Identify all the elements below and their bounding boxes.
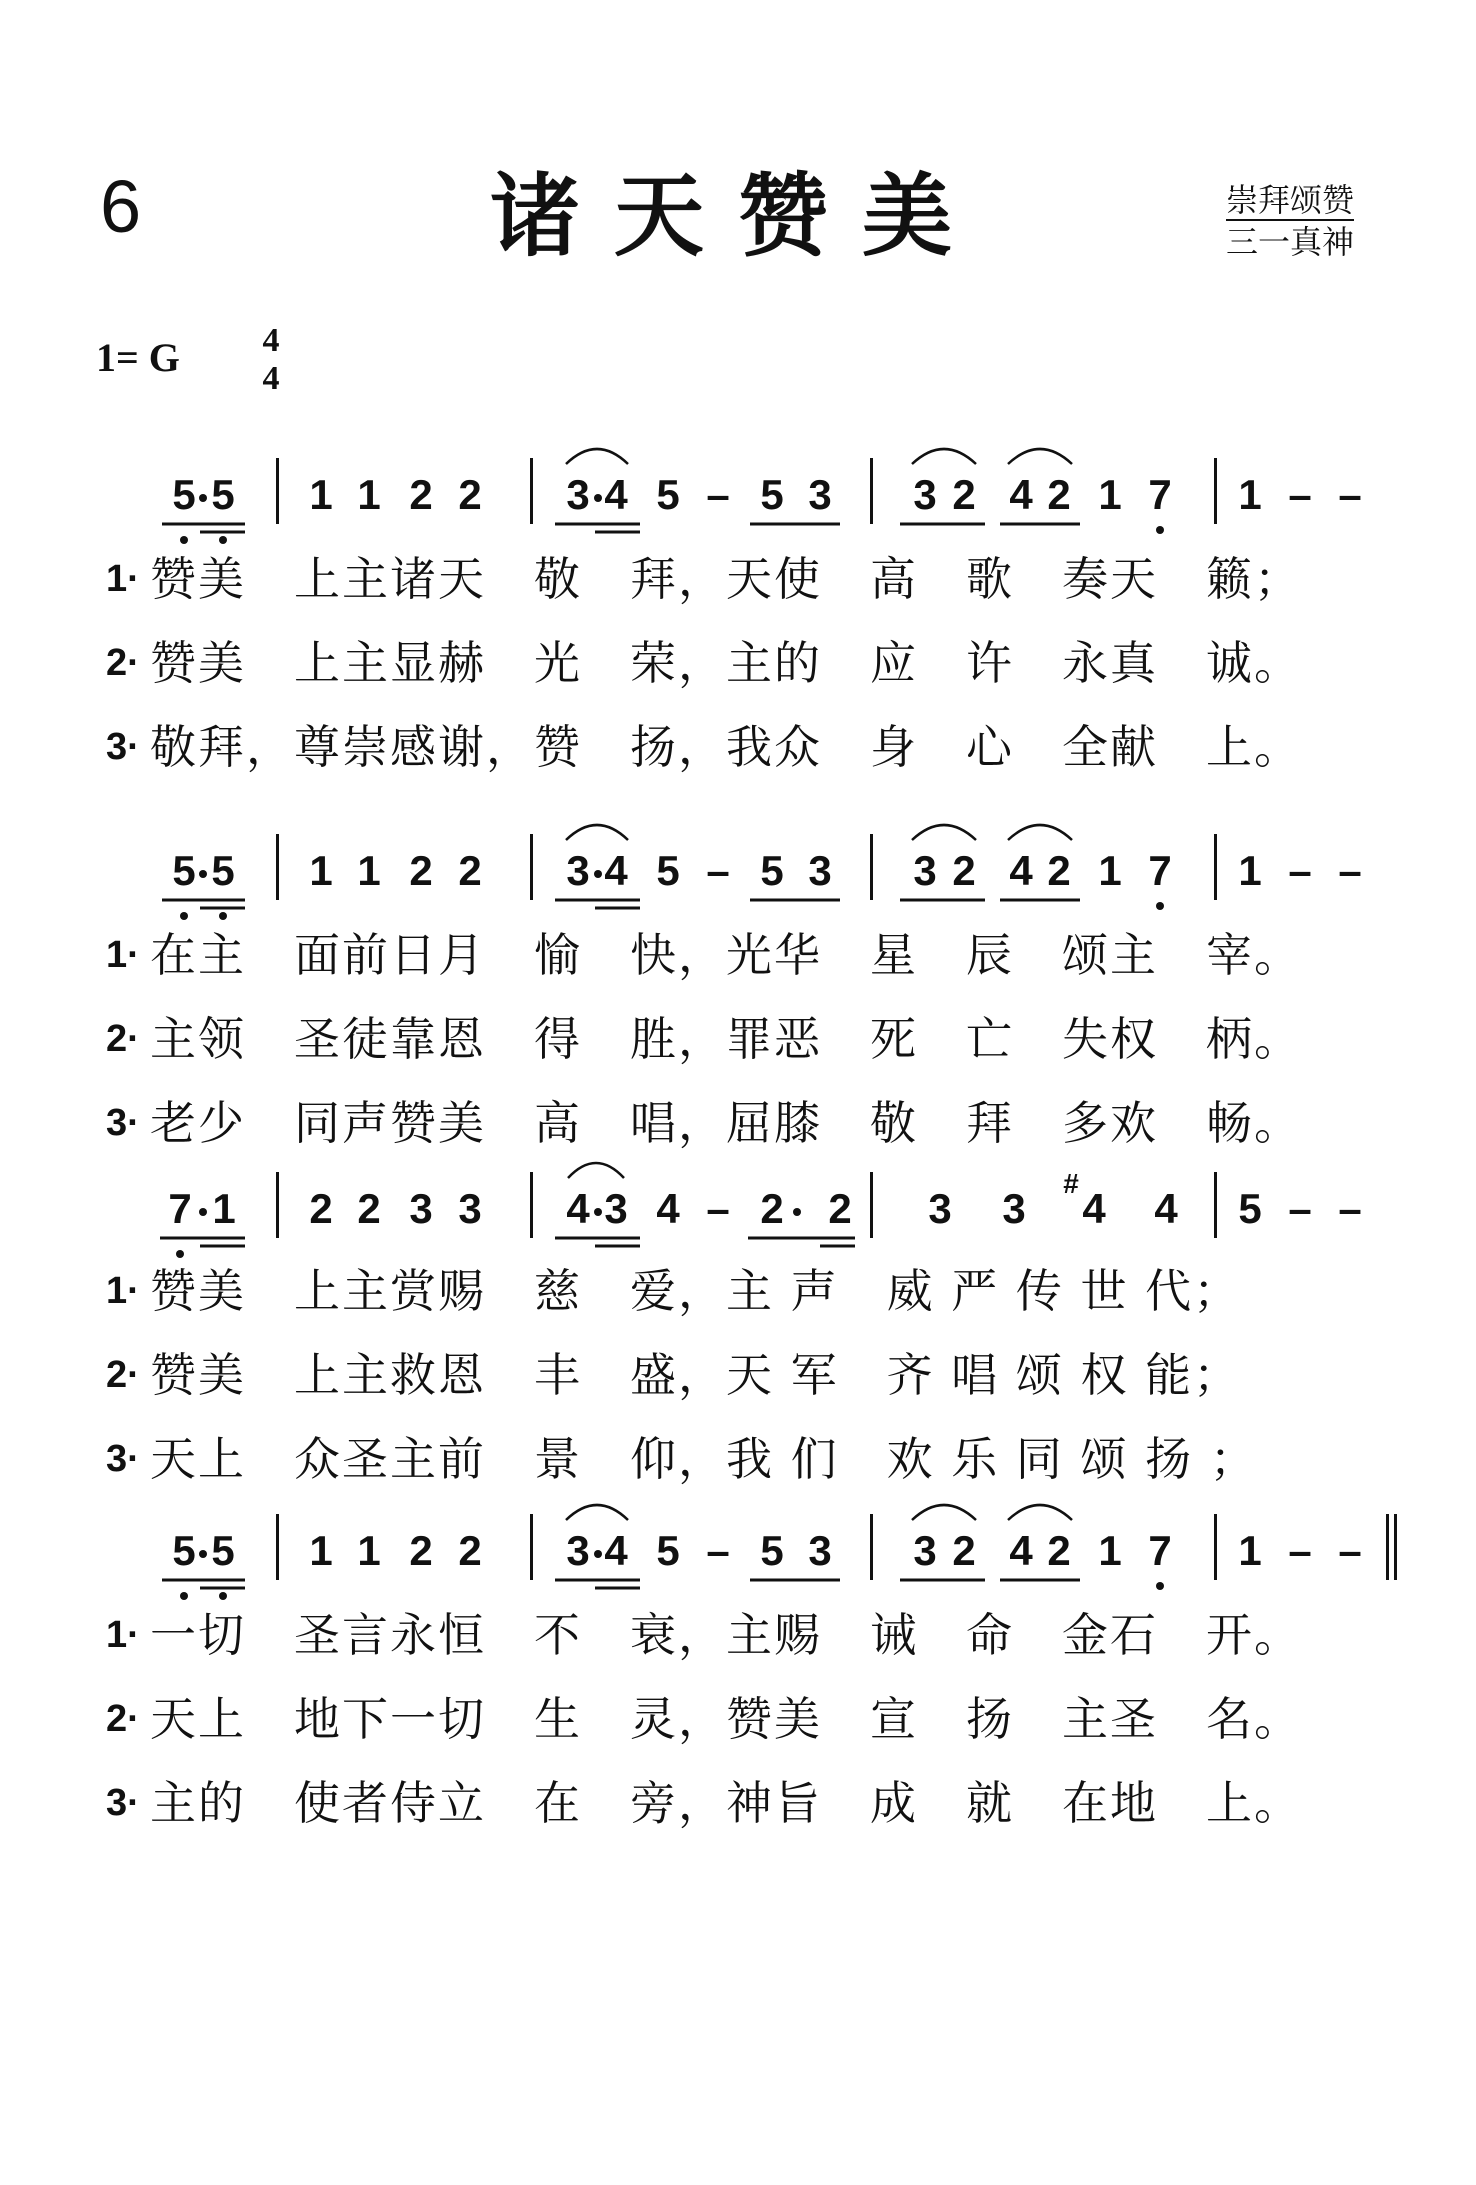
note: 2 bbox=[458, 471, 482, 518]
note: 5 bbox=[172, 1527, 196, 1574]
note: 5 bbox=[760, 1527, 784, 1574]
note: – bbox=[706, 1527, 730, 1574]
note: 5 bbox=[760, 471, 784, 518]
note: 2 bbox=[409, 471, 433, 518]
note: – bbox=[1288, 471, 1312, 518]
low-octave-dot bbox=[219, 1592, 227, 1600]
lyric-line: 赞美 上主赏赐 慈 爱，主 声 威 严 传 世 代； bbox=[150, 1264, 1242, 1318]
lyric-line: 老少 同声赞美 高 唱，屈膝 敬 拜 多欢 畅。 bbox=[150, 1096, 1302, 1150]
note: 2 bbox=[1047, 847, 1071, 894]
note: 5 bbox=[760, 847, 784, 894]
category-primary: 崇拜颂赞 bbox=[1226, 181, 1355, 219]
dot-duration bbox=[594, 494, 602, 502]
note: 1 bbox=[309, 847, 333, 894]
note: 3 bbox=[458, 1185, 482, 1232]
note: 4 bbox=[1009, 471, 1033, 518]
note: 4 bbox=[566, 1185, 590, 1232]
note: 5 bbox=[172, 847, 196, 894]
note: 3 bbox=[566, 847, 590, 894]
category-secondary: 三一真神 bbox=[1226, 223, 1355, 261]
time-signature-bottom: 4 bbox=[262, 360, 280, 397]
lyric-line: 赞美 上主诸天 敬 拜，天使 高 歌 奏天 籁； bbox=[150, 552, 1302, 606]
note: 1 bbox=[1098, 1527, 1122, 1574]
verse-number: 1· bbox=[106, 1614, 140, 1656]
note: 1 bbox=[1238, 847, 1262, 894]
note: 2 bbox=[952, 471, 976, 518]
time-signature-top: 4 bbox=[262, 322, 280, 359]
hymn-number: 6 bbox=[100, 165, 142, 248]
verse-number: 3· bbox=[106, 1102, 140, 1144]
sharp-sign: # bbox=[1063, 1168, 1079, 1199]
note: 2 bbox=[357, 1185, 381, 1232]
note: 3 bbox=[566, 1527, 590, 1574]
note: 3 bbox=[913, 471, 937, 518]
note: 7 bbox=[168, 1185, 192, 1232]
note: – bbox=[706, 1185, 730, 1232]
note: 5 bbox=[211, 471, 235, 518]
dot-duration bbox=[594, 1208, 602, 1216]
lyric-line: 在主 面前日月 愉 快，光华 星 辰 颂主 宰。 bbox=[150, 928, 1302, 982]
note: 4 bbox=[1009, 847, 1033, 894]
lyric-line: 赞美 上主显赫 光 荣，主的 应 许 永真 诚。 bbox=[150, 636, 1302, 690]
low-octave-dot bbox=[219, 536, 227, 544]
dot-duration bbox=[793, 1208, 801, 1216]
note: 5 bbox=[656, 471, 680, 518]
note: 1 bbox=[1238, 471, 1262, 518]
dot-duration bbox=[594, 870, 602, 878]
note: 2 bbox=[409, 1527, 433, 1574]
key-signature: 1= G bbox=[96, 335, 180, 380]
note: 1 bbox=[1098, 471, 1122, 518]
note: 1 bbox=[357, 1527, 381, 1574]
dot-duration bbox=[199, 870, 207, 878]
slur bbox=[1008, 449, 1072, 464]
note: – bbox=[1288, 1185, 1312, 1232]
note: 2 bbox=[828, 1185, 852, 1232]
verse-number: 1· bbox=[106, 1270, 140, 1312]
hymn-title: 诸天赞美 bbox=[490, 164, 986, 269]
note: 3 bbox=[808, 1527, 832, 1574]
note: – bbox=[1338, 1527, 1362, 1574]
note: 2 bbox=[1047, 1527, 1071, 1574]
note: 2 bbox=[952, 1527, 976, 1574]
low-octave-dot bbox=[180, 536, 188, 544]
note: 3 bbox=[913, 1527, 937, 1574]
note: – bbox=[706, 847, 730, 894]
note: 1 bbox=[357, 471, 381, 518]
note: 2 bbox=[760, 1185, 784, 1232]
note: – bbox=[1288, 847, 1312, 894]
low-octave-dot bbox=[1156, 1582, 1164, 1590]
slur bbox=[566, 1505, 628, 1520]
dot-duration bbox=[199, 1208, 207, 1216]
note: – bbox=[1338, 1185, 1362, 1232]
dot-duration bbox=[594, 1550, 602, 1558]
slur bbox=[568, 1163, 624, 1178]
note: 4 bbox=[1009, 1527, 1033, 1574]
note: 1 bbox=[309, 471, 333, 518]
note: 2 bbox=[1047, 471, 1071, 518]
note: 5 bbox=[1238, 1185, 1262, 1232]
lyric-line: 敬拜，尊崇感谢，赞 扬，我众 身 心 全献 上。 bbox=[150, 720, 1302, 774]
slur bbox=[566, 825, 628, 840]
note: – bbox=[1288, 1527, 1312, 1574]
note: 4 bbox=[656, 1185, 680, 1232]
note: – bbox=[706, 471, 730, 518]
note: 3 bbox=[928, 1185, 952, 1232]
note: 7 bbox=[1148, 1527, 1172, 1574]
verse-number: 3· bbox=[106, 726, 140, 768]
slur bbox=[912, 1505, 976, 1520]
note: 7 bbox=[1148, 847, 1172, 894]
note: 3 bbox=[566, 471, 590, 518]
note: 5 bbox=[211, 847, 235, 894]
slur bbox=[912, 825, 976, 840]
note: 1 bbox=[1238, 1527, 1262, 1574]
note: 7 bbox=[1148, 471, 1172, 518]
low-octave-dot bbox=[1156, 526, 1164, 534]
low-octave-dot bbox=[176, 1250, 184, 1258]
note: 3 bbox=[808, 471, 832, 518]
verse-number: 1· bbox=[106, 934, 140, 976]
note: 1 bbox=[212, 1185, 236, 1232]
slur bbox=[566, 449, 628, 464]
low-octave-dot bbox=[219, 912, 227, 920]
lyric-line: 主领 圣徒靠恩 得 胜，罪恶 死 亡 失权 柄。 bbox=[150, 1012, 1302, 1066]
verse-number: 1· bbox=[106, 558, 140, 600]
note: 5 bbox=[656, 1527, 680, 1574]
note: 3 bbox=[913, 847, 937, 894]
note: 1 bbox=[357, 847, 381, 894]
note: – bbox=[1338, 471, 1362, 518]
note: 2 bbox=[458, 1527, 482, 1574]
dot-duration bbox=[199, 1550, 207, 1558]
lyric-line: 主的 使者侍立 在 旁，神旨 成 就 在地 上。 bbox=[150, 1776, 1302, 1830]
note: 3 bbox=[409, 1185, 433, 1232]
lyric-line: 一切 圣言永恒 不 衰，主赐 诫 命 金石 开。 bbox=[150, 1608, 1302, 1662]
slur bbox=[1008, 1505, 1072, 1520]
note: 4 bbox=[604, 471, 628, 518]
verse-number: 2· bbox=[106, 1018, 140, 1060]
note: 4 bbox=[1082, 1185, 1106, 1232]
note: 2 bbox=[952, 847, 976, 894]
verse-number: 3· bbox=[106, 1438, 140, 1480]
note: – bbox=[1338, 847, 1362, 894]
verse-number: 2· bbox=[106, 1354, 140, 1396]
low-octave-dot bbox=[1156, 902, 1164, 910]
note: 2 bbox=[309, 1185, 333, 1232]
note: 5 bbox=[656, 847, 680, 894]
verse-number: 2· bbox=[106, 642, 140, 684]
note: 4 bbox=[604, 1527, 628, 1574]
note: 5 bbox=[211, 1527, 235, 1574]
note: 2 bbox=[409, 847, 433, 894]
note: 1 bbox=[309, 1527, 333, 1574]
note: 3 bbox=[1002, 1185, 1026, 1232]
note: 5 bbox=[172, 471, 196, 518]
low-octave-dot bbox=[180, 1592, 188, 1600]
note: 3 bbox=[604, 1185, 628, 1232]
note: 2 bbox=[458, 847, 482, 894]
note: 4 bbox=[604, 847, 628, 894]
lyric-line: 天上 地下一切 生 灵，赞美 宣 扬 主圣 名。 bbox=[150, 1692, 1302, 1746]
lyric-line: 天上 众圣主前 景 仰，我 们 欢 乐 同 颂 扬 ； bbox=[150, 1432, 1258, 1486]
slur bbox=[912, 449, 976, 464]
note: 4 bbox=[1154, 1185, 1178, 1232]
verse-number: 3· bbox=[106, 1782, 140, 1824]
lyric-line: 赞美 上主救恩 丰 盛，天 军 齐 唱 颂 权 能； bbox=[150, 1348, 1242, 1402]
verse-number: 2· bbox=[106, 1698, 140, 1740]
low-octave-dot bbox=[180, 912, 188, 920]
note: 3 bbox=[808, 847, 832, 894]
note: 1 bbox=[1098, 847, 1122, 894]
dot-duration bbox=[199, 494, 207, 502]
slur bbox=[1008, 825, 1072, 840]
